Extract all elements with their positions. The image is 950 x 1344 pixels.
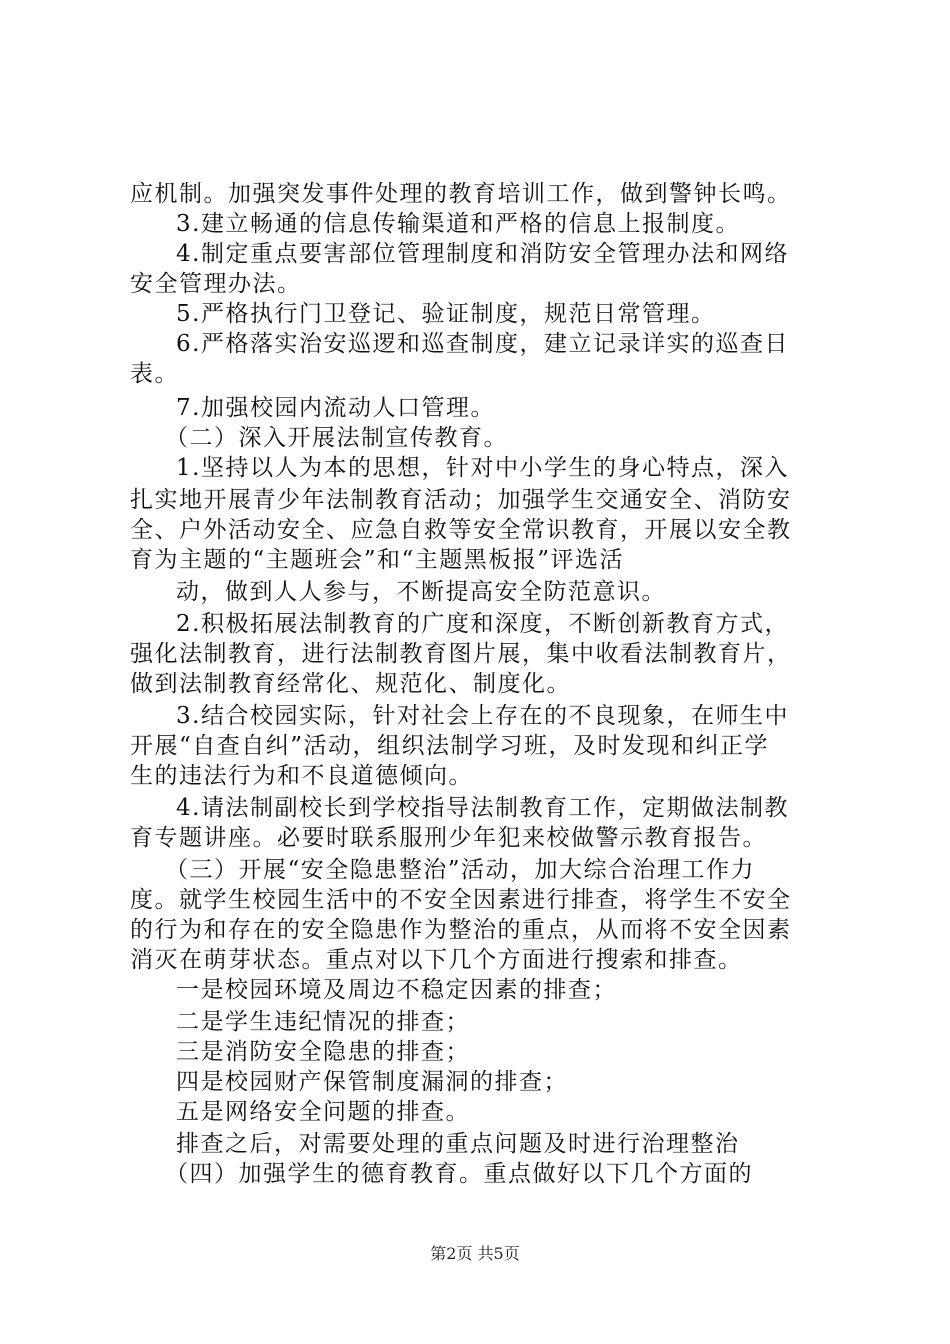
text-line: 3.结合校园实际，针对社会上存在的不良现象，在师生中 [176,703,789,729]
text-line: 4.请法制副校长到学校指导法制教育工作，定期做法制教 [176,795,789,821]
section-heading: （四）加强学生的德育教育。重点做好以下几个方面的 [165,1161,753,1187]
text-line: 6.严格落实治安巡逻和巡查制度，建立记录详实的巡查日 [176,331,789,357]
text-line: 动，做到人人参与，不断提高安全防范意识。 [176,579,666,605]
list-item: 一是校园环境及周边不稳定因素的排查； [176,977,617,1003]
text-line: 度。就学生校园生活中的不安全因素进行排查，将学生不安全 [130,887,792,913]
text-line: 3.建立畅通的信息传输渠道和严格的信息上报制度。 [176,211,740,237]
text-line: 全、户外活动安全、应急自救等安全常识教育，开展以安全教 [130,517,792,543]
page-footer: 第2页 共5页 [430,1244,520,1263]
text-line: 安全管理办法。 [130,271,302,297]
list-item: 五是网络安全问题的排查。 [176,1099,470,1125]
text-line: 应机制。加强突发事件处理的教育培训工作，做到警钟长鸣。 [130,181,792,207]
text-line: 2.积极拓展法制教育的广度和深度，不断创新教育方式， [176,611,789,637]
text-line: 强化法制教育，进行法制教育图片展，集中收看法制教育片， [130,641,792,667]
text-line: 扎实地开展青少年法制教育活动；加强学生交通安全、消防安 [130,487,792,513]
text-line: 生的违法行为和不良道德倾向。 [130,763,473,789]
text-line: 的行为和存在的安全隐患作为整治的重点，从而将不安全因素 [130,917,792,943]
text-line: 做到法制教育经常化、规范化、制度化。 [130,671,571,697]
text-line: 消灭在萌芽状态。重点对以下几个方面进行搜索和排查。 [130,947,743,973]
text-line: 1.坚持以人为本的思想，针对中小学生的身心特点，深入 [176,455,789,481]
list-item: 三是消防安全隐患的排查； [176,1039,470,1065]
text-line: 育专题讲座。必要时联系服刑少年犯来校做警示教育报告。 [130,825,767,851]
list-item: 二是学生违纪情况的排查； [176,1009,470,1035]
text-line: 育为主题的“主题班会”和“主题黑板报”评选活 [130,547,625,573]
section-heading: （二）深入开展法制宣传教育。 [165,425,508,451]
text-line: 表。 [130,361,179,387]
text-line: 7.加强校园内流动人口管理。 [176,395,495,421]
text-line: 4.制定重点要害部位管理制度和消防安全管理办法和网络 [176,241,789,267]
text-line: 5.严格执行门卫登记、验证制度，规范日常管理。 [176,301,716,327]
section-heading: （三）开展“安全隐患整治”活动，加大综合治理工作力 [165,857,756,883]
text-line: 开展“自查自纠”活动，组织法制学习班，及时发现和纠正学 [130,733,770,759]
text-line: 排查之后，对需要处理的重点问题及时进行治理整治 [176,1131,740,1157]
list-item: 四是校园财产保管制度漏洞的排查； [176,1069,568,1095]
